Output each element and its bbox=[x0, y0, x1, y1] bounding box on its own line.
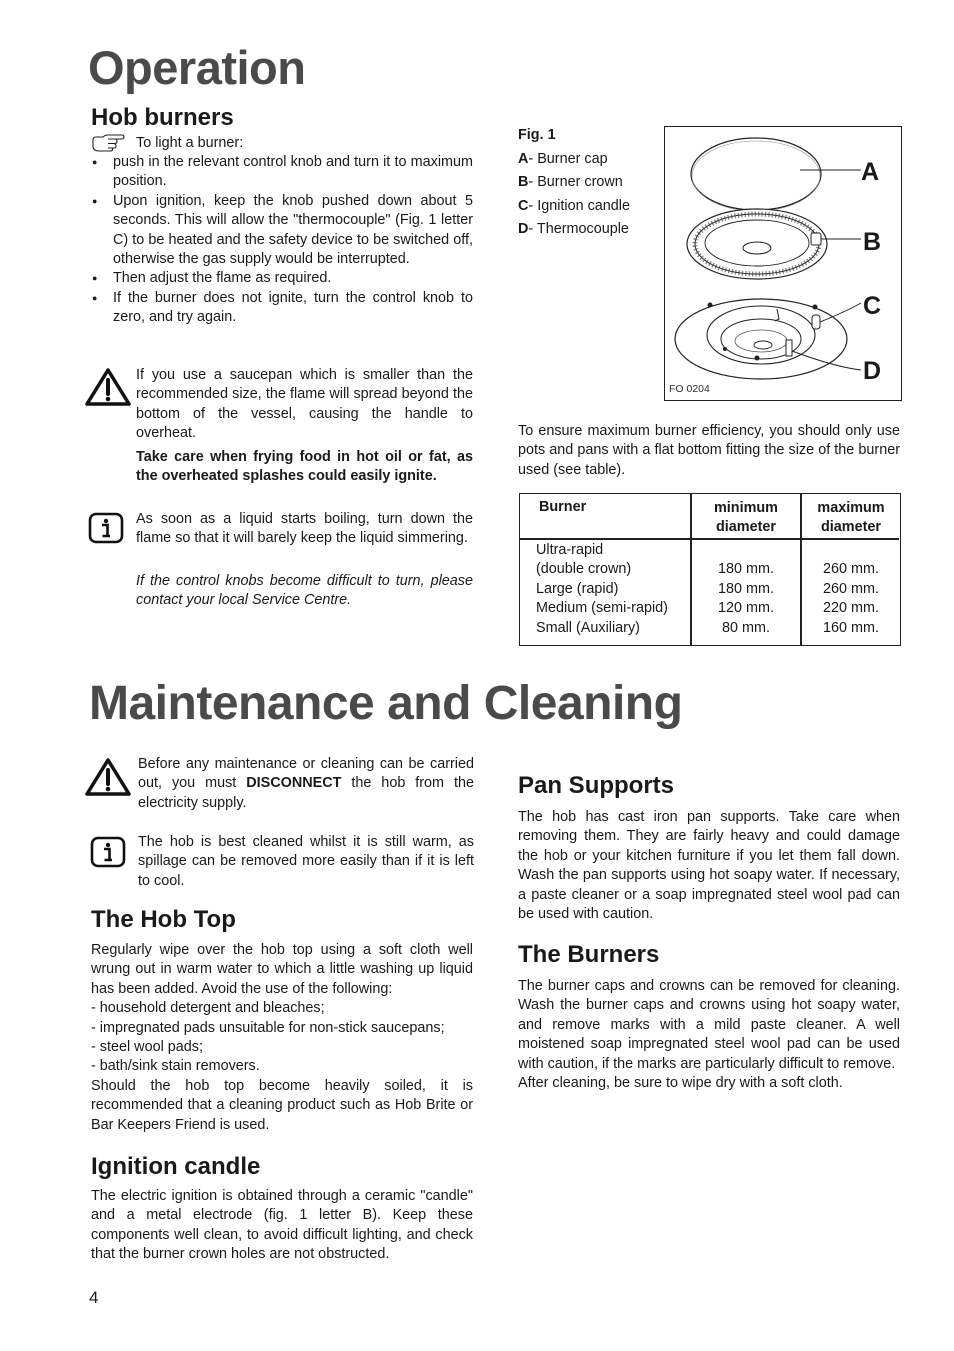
table-cell: (double crown) bbox=[536, 561, 632, 578]
table-col-maximum bbox=[802, 541, 900, 638]
hob-top-section bbox=[91, 941, 473, 1135]
table-header: Burner bbox=[539, 499, 587, 515]
info-icon bbox=[88, 512, 124, 544]
table-cell: Large (rapid) bbox=[536, 580, 619, 597]
table-cell: Ultra-rapid bbox=[536, 542, 604, 558]
efficiency-text: To ensure maximum burner efficiency, you should only use pots and pans with a flat bottom fitting the size of the burner used (see table). bbox=[518, 423, 900, 478]
table-cell: 80 mm. bbox=[722, 619, 770, 636]
page-title-operation: Operation bbox=[88, 41, 306, 94]
legend-item: A- Burner cap bbox=[518, 150, 608, 167]
warning-triangle-icon bbox=[84, 757, 132, 797]
pointing-hand-icon bbox=[91, 134, 125, 152]
lighting-steps-list bbox=[91, 153, 473, 328]
intro-text: To light a burner: bbox=[136, 135, 244, 151]
table-cell bbox=[692, 541, 800, 560]
info-service-text: If the control knobs become difficult to turn, please contact your local Service Centre. bbox=[136, 573, 473, 609]
figure-letter-a: A bbox=[861, 158, 880, 186]
legend-item: C- Ignition candle bbox=[518, 197, 631, 214]
hob-top-intro: Regularly wipe over the hob top using a soft cloth well wrung out in warm water to which a little washing up liquid has been added. Avoid the use of the following: bbox=[91, 942, 473, 997]
list-item: ● Then adjust the flame as required. bbox=[91, 269, 473, 288]
list-item: ● push in the relevant control knob and turn it to maximum position. bbox=[91, 153, 473, 192]
figure-legend bbox=[518, 124, 658, 242]
list-item: - steel wool pads; bbox=[91, 1039, 203, 1056]
figure-letter-d: D bbox=[863, 357, 882, 385]
warning-saucepan-text: If you use a saucepan which is smaller than the recommended size, the flame will spread beyond the bottom of the vessel, causing the handle to overheat. bbox=[136, 367, 473, 442]
table-cell: Small (Auxiliary) bbox=[536, 619, 640, 636]
ignition-candle-text: The electric ignition is obtained through a ceramic "candle" and a metal electrode (fig. 1 letter B). Keep these components well clean, to avoid difficult lighting, and check that the burner crown holes are not obstructed. bbox=[91, 1188, 473, 1263]
info-warm-clean-text: The hob is best cleaned whilst it is still warm, as spillage can be removed more easily than if it is left to cool. bbox=[138, 834, 474, 889]
figure-title: Fig. 1 bbox=[518, 127, 556, 143]
table-header: minimum diameter bbox=[714, 500, 778, 536]
list-item: - impregnated pads unsuitable for non-stick saucepans; bbox=[91, 1019, 445, 1036]
list-item: ● Upon ignition, keep the knob pushed down about 5 seconds. This will allow the "thermocouple" (Fig. 1 letter C) to be heated and the safety device to be switched off, otherwise the gas supply would be interrupted. bbox=[91, 192, 473, 270]
list-item: - household detergent and bleaches; bbox=[91, 1000, 325, 1017]
legend-item: B- Burner crown bbox=[518, 174, 623, 190]
burner-size-table bbox=[519, 493, 901, 646]
page-number: 4 bbox=[89, 1288, 99, 1307]
table-cell: 260 mm. bbox=[823, 580, 879, 597]
table-cell: 220 mm. bbox=[823, 600, 879, 617]
warning-disconnect-text: Before any maintenance or cleaning can be carried out, you must DISCONNECT the hob from the electricity supply. bbox=[138, 756, 475, 811]
hob-top-outro: Should the hob top become heavily soiled, it is recommended that a cleaning product such as Hob Brite or Bar Keepers Friend is used. bbox=[91, 1077, 473, 1133]
table-col-minimum bbox=[692, 541, 800, 638]
burner-figure bbox=[664, 126, 902, 401]
pan-supports-text: The hob has cast iron pan supports. Take care when removing them. They are fairly heavy and could damage the hob or your kitchen furniture if you let them fall down. Wash the pan supports using hot soapy water. If necessary, a paste cleaner or a soap impregnated steel wool pad can be used with caution. bbox=[518, 809, 900, 923]
warning-triangle-icon bbox=[84, 367, 132, 407]
warning-frying-text: Take care when frying food in hot oil or fat, as the overheated splashes could easily ignite. bbox=[136, 449, 473, 485]
page-title-maintenance: Maintenance and Cleaning bbox=[89, 677, 683, 730]
figure-letter-c: C bbox=[863, 292, 882, 320]
table-cell bbox=[802, 541, 900, 560]
table-cell: 180 mm. bbox=[718, 561, 774, 578]
table-cell: Medium (semi-rapid) bbox=[536, 600, 668, 617]
table-col-burner bbox=[536, 541, 668, 638]
table-cell: 260 mm. bbox=[823, 561, 879, 578]
burners-dry-text: After cleaning, be sure to wipe dry with a soft cloth. bbox=[518, 1075, 843, 1092]
figure-code: FO 0204 bbox=[669, 383, 710, 395]
heading-hob-burners: Hob burners bbox=[91, 104, 234, 131]
table-cell: 120 mm. bbox=[718, 600, 774, 617]
heading-ignition-candle: Ignition candle bbox=[91, 1153, 261, 1180]
table-cell: 180 mm. bbox=[718, 580, 774, 597]
list-item: - bath/sink stain removers. bbox=[91, 1058, 260, 1075]
heading-hob-top: The Hob Top bbox=[91, 906, 236, 933]
info-boiling-text: As soon as a liquid starts boiling, turn down the flame so that it will barely keep the liquid simmering. bbox=[136, 511, 473, 547]
table-header: maximum diameter bbox=[817, 500, 885, 536]
hob-burners-intro bbox=[91, 133, 473, 153]
burners-text: The burner caps and crowns can be removed for cleaning. Wash the burner caps and crowns using hot soapy water, and remove marks with a mild paste cleaner. A well moistened soap impregnated steel wool pad can be used with caution, if the marks are particularly difficult to remove. bbox=[518, 978, 900, 1072]
figure-letter-b: B bbox=[863, 228, 882, 256]
info-icon bbox=[90, 836, 126, 868]
list-item: ● If the burner does not ignite, turn the control knob to zero, and try again. bbox=[91, 289, 473, 328]
table-cell: 160 mm. bbox=[823, 619, 879, 636]
heading-the-burners: The Burners bbox=[518, 941, 660, 968]
burners-section bbox=[518, 977, 900, 1093]
heading-pan-supports: Pan Supports bbox=[518, 772, 675, 799]
legend-item: D- Thermocouple bbox=[518, 221, 629, 237]
